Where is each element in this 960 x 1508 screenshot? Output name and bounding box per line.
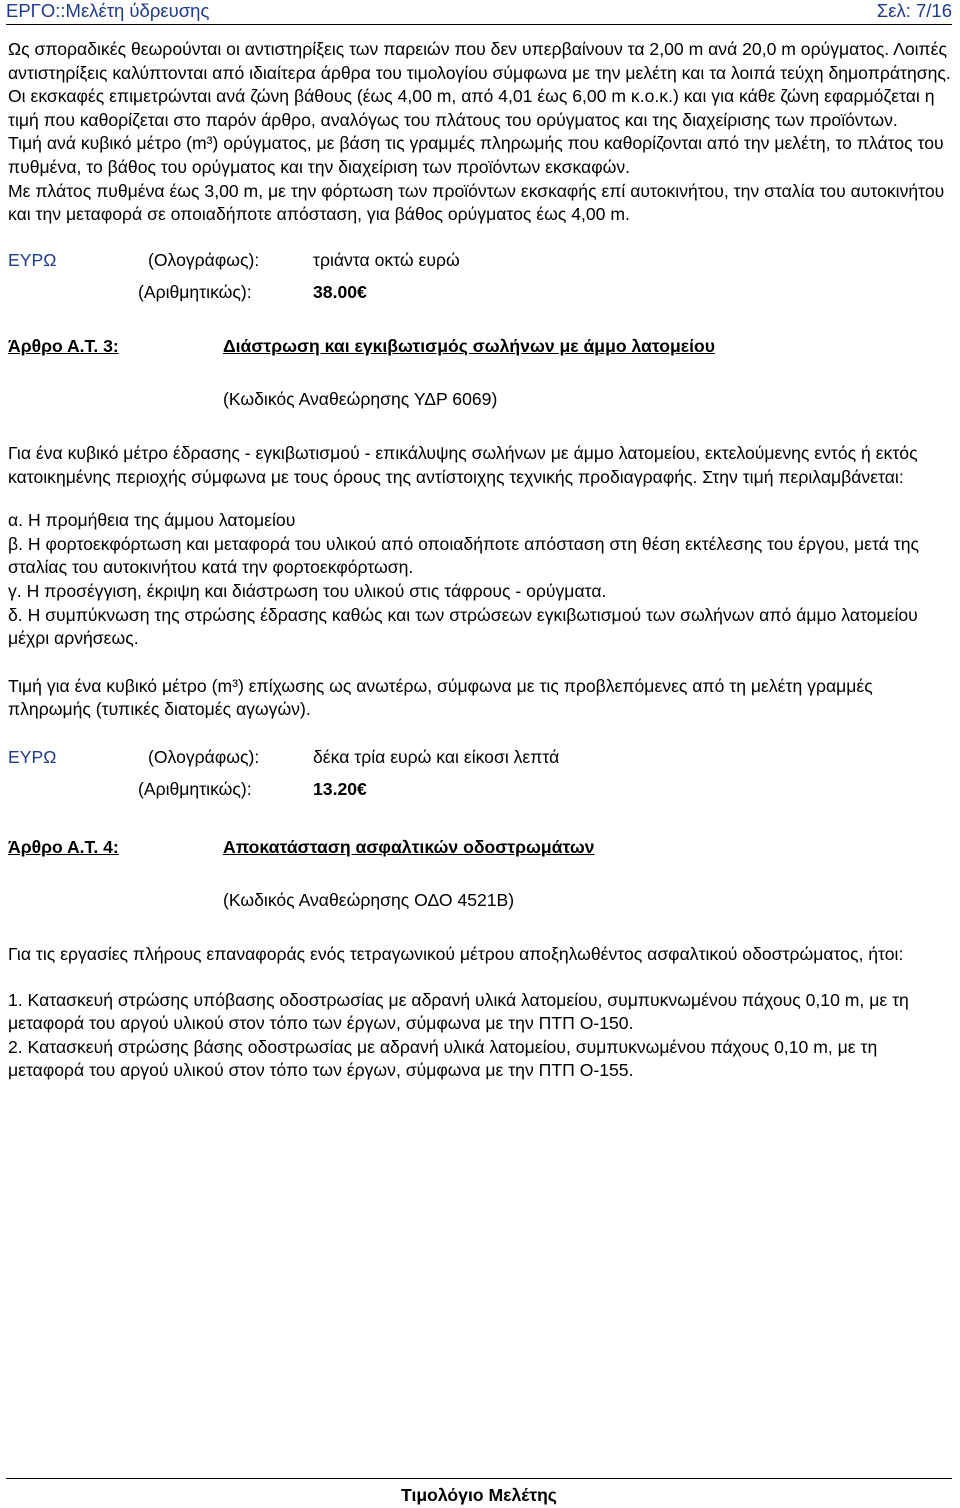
article-title-3: Διάστρωση και εγκιβωτισμός σωλήνων με άμμο λατομείου xyxy=(223,335,715,356)
price3-numeric-value: 13.20€ xyxy=(313,778,367,799)
revision-code-3: (Κωδικός Αναθεώρησης ΥΔΡ 6069) xyxy=(223,389,498,410)
article-number-4: Άρθρο Α.Τ. 4: xyxy=(8,836,119,857)
article-heading-3 xyxy=(8,335,953,359)
header-page-number: Σελ: 7/16 xyxy=(876,0,952,21)
price3-numeric-row xyxy=(8,778,953,810)
price3-numeric-key: (Αριθμητικώς): xyxy=(138,778,252,799)
page-header xyxy=(6,0,952,25)
article3-item-d: δ. Η συμπύκνωση της στρώσης έδρασης καθώς και των στρώσεων εγκιβωτισμού των σωλήνων από άμμο λατομείου μέχρι αρνήσεως. xyxy=(8,604,918,649)
price-words-key: (Ολογράφως): xyxy=(148,249,260,270)
price3-words-value: δέκα τρία ευρώ και είκοσι λεπτά xyxy=(313,746,560,767)
article3-price-desc: Τιμή για ένα κυβικό μέτρο (m³) επίχωσης ως ανωτέρω, σύμφωνα με τις προβλεπόμενες από τη μελέτη γραμμές πληρωμής (τυπικές διατομές αγωγών). xyxy=(8,675,873,720)
price3-words-key: (Ολογράφως): xyxy=(148,746,260,767)
article3-intro: Για ένα κυβικό μέτρο έδρασης - εγκιβωτισμού - επικάλυψης σωλήνων με άμμο λατομείου, εκτελούμενης εντός ή εκτός κατοικημένης περιοχής σύμφωνα με τους όρους της αντίστοιχης τεχνικής προδιαγραφής. Στην τιμή περιλαμβάνεται: xyxy=(8,442,918,487)
paragraph-4: Με πλάτος πυθμένα έως 3,00 m, με την φόρτωση των προϊόντων εκσκαφής επί αυτοκινήτου, την σταλία του αυτοκινήτου και την μεταφορά σε οποιαδήποτε απόσταση, για βάθος ορύγματος έως 4,00 m. xyxy=(8,180,945,225)
article-number-3: Άρθρο Α.Τ. 3: xyxy=(8,335,119,356)
revision-code-4: (Κωδικός Αναθεώρησης ΟΔΟ 4521Β) xyxy=(223,890,515,911)
header-project-title: ΕΡΓΟ::Μελέτη ύδρευσης xyxy=(6,0,210,21)
price-words-value: τριάντα οκτώ ευρώ xyxy=(313,249,460,270)
page-footer xyxy=(6,1478,952,1506)
euro-label-3: ΕΥΡΩ xyxy=(8,746,57,767)
article-title-4: Αποκατάσταση ασφαλτικών οδοστρωμάτων xyxy=(223,836,595,857)
footer-title: Τιμολόγιο Μελέτης xyxy=(401,1485,557,1505)
paragraph-1: Ως σποραδικές θεωρούνται οι αντιστηρίξεις των παρειών που δεν υπερβαίνουν τα 2,00 m ανά 20,0 m ορύγματος. Λοιπές αντιστηρίξεις καλύπτονται από ιδιαίτερα άρθρα του τιμολογίου σύμφωνα με την μελέτη και τα λοιπά τεύχη δημοπράτησης. xyxy=(8,39,951,83)
article4-item-1: 1. Κατασκευή στρώσης υπόβασης οδοστρωσίας με αδρανή υλικά λατομείου, συμπυκνωμένου πάχους 0,10 m, με τη μεταφορά του αργού υλικού στον τόπο των έργων, σύμφωνα με την ΠΤΠ Ο-150. xyxy=(8,989,909,1034)
price3-words-row xyxy=(8,746,953,778)
document-body xyxy=(8,38,953,1083)
article3-item-a: α. Η προμήθεια της άμμου λατομείου xyxy=(8,510,296,531)
price-numeric-key: (Αριθμητικώς): xyxy=(138,281,252,302)
euro-label: ΕΥΡΩ xyxy=(8,249,57,270)
article4-intro: Για τις εργασίες πλήρους επαναφοράς ενός τετραγωνικού μέτρου αποξηλωθέντος ασφαλτικού οδοστρώματος, ήτοι: xyxy=(8,944,904,965)
price-numeric-row xyxy=(8,281,953,313)
price-numeric-value: 38.00€ xyxy=(313,281,367,302)
article-heading-4 xyxy=(8,836,953,860)
article3-item-c: γ. Η προσέγγιση, έκριψη και διάστρωση του υλικού στις τάφρους - ορύγματα. xyxy=(8,580,607,601)
article4-item-2: 2. Κατασκευή στρώσης βάσης οδοστρωσίας με αδρανή υλικά λατομείου, συμπυκνωμένου πάχους 0,10 m, με τη μεταφορά του αργού υλικού στον τόπο των έργων, σύμφωνα με την ΠΤΠ Ο-155. xyxy=(8,1036,878,1081)
paragraph-3: Τιμή ανά κυβικό μέτρο (m³) ορύγματος, με βάση τις γραμμές πληρωμής που καθορίζονται από την μελέτη, το πλάτος του πυθμένα, το βάθος του ορύγματος και την διαχείριση των προϊόντων εκσκαφών. xyxy=(8,133,944,177)
price-words-row xyxy=(8,249,953,281)
article3-item-b: β. Η φορτοεκφόρτωση και μεταφορά του υλικού από οποιαδήποτε απόσταση στη θέση εκτέλεσης του έργου, μετά της σταλίας του αυτοκινήτου κατά την φορτοεκφόρτωση. xyxy=(8,533,919,578)
paragraph-2: Οι εκσκαφές επιμετρώνται ανά ζώνη βάθους (έως 4,00 m, από 4,01 έως 6,00 m κ.ο.κ.) και για κάθε ζώνη εφαρμόζεται η τιμή που καθορίζεται στο παρόν άρθρο, αναλόγως του πλάτους του ορύγματος και της διαχείρισης των προϊόντων. xyxy=(8,86,935,130)
